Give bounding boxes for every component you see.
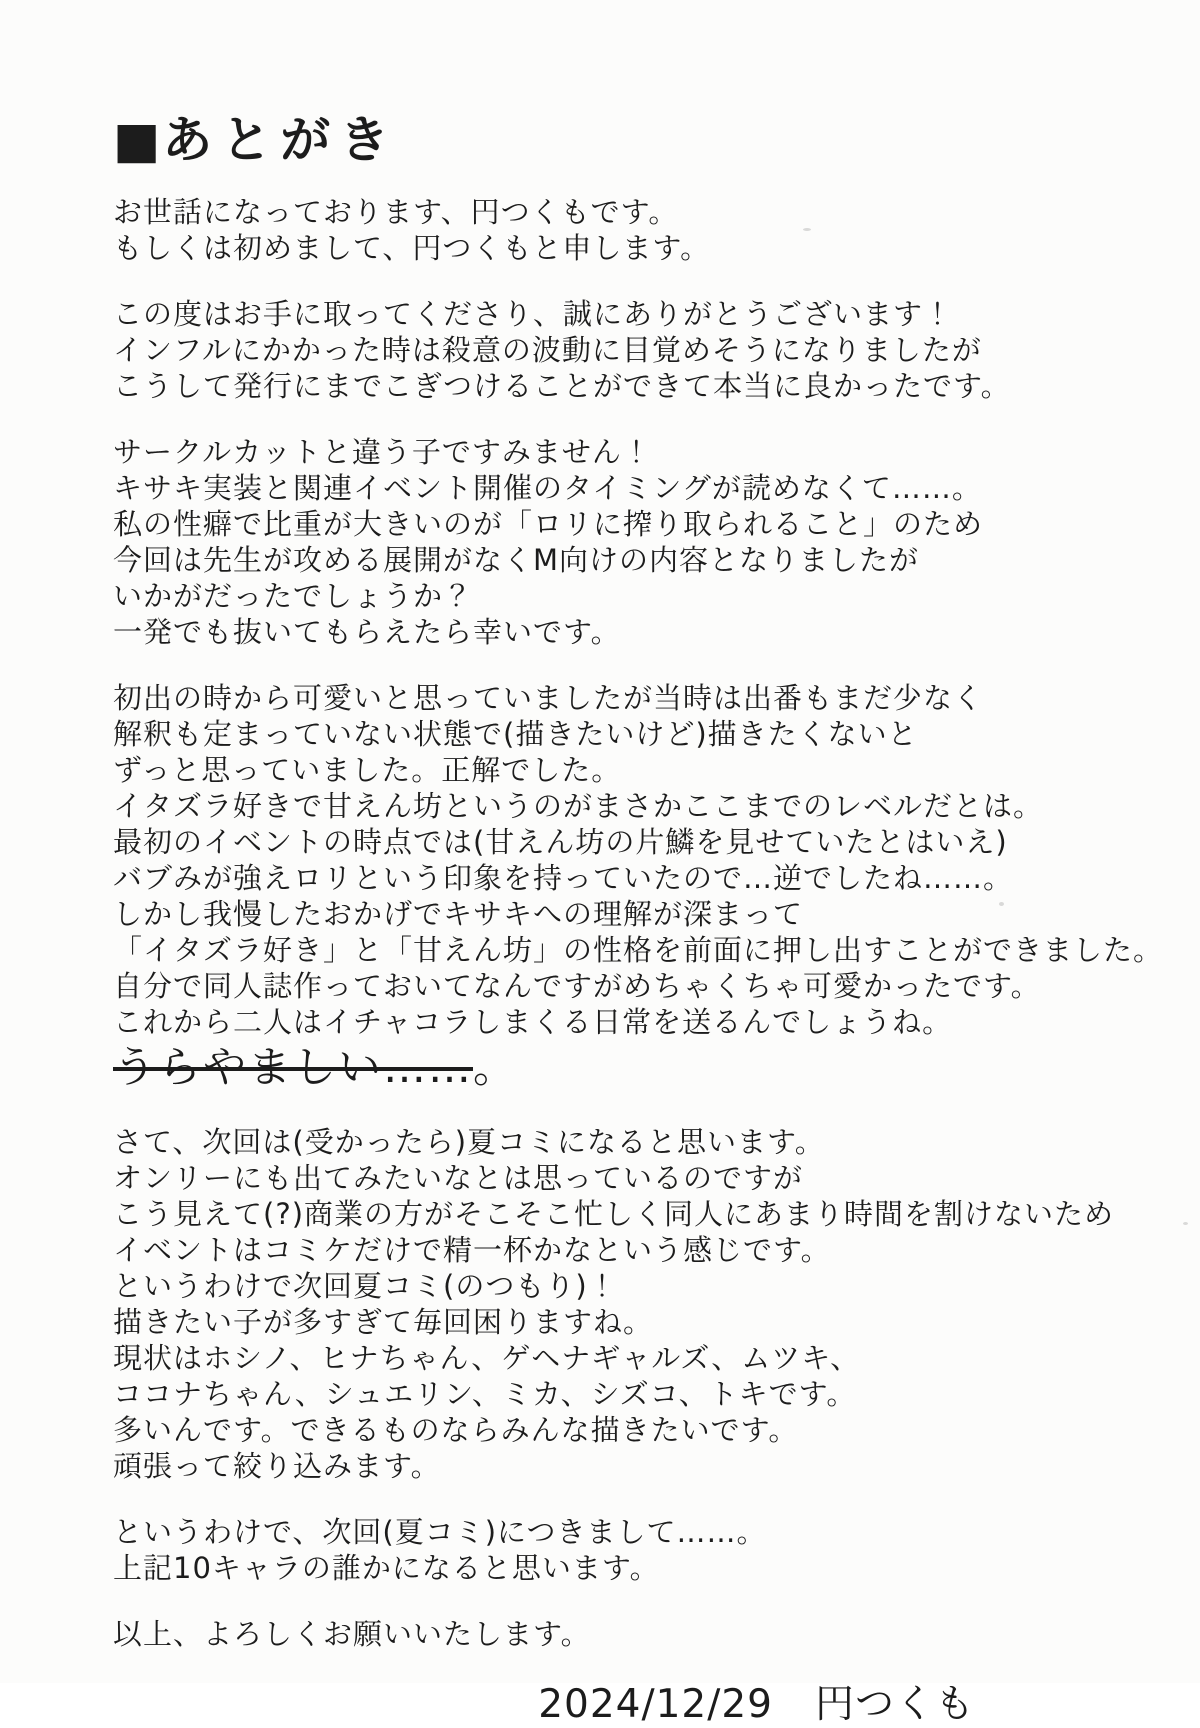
text-line: 多いんです。できるものならみんな描きたいです。 [113,1413,799,1447]
text-line: こうして発行にまでこぎつけることができて本当に良かったです。 [113,369,1011,403]
text-line: もしくは初めまして、円つくもと申します。 [113,231,711,265]
struck-text: うらやましい…… [113,1043,473,1093]
text-line: 上記10キャラの誰かになると思います。 [113,1551,660,1585]
text-line: イタズラ好きで甘えん坊というのがまさかここまでのレベルだとは。 [113,789,1044,823]
text-line: サークルカットと違う子ですみません！ [113,435,652,469]
paragraph-apology [113,434,1140,650]
text-line: バブみが強えロリという印象を持っていたので…逆でしたね……。 [113,861,1014,895]
text-line: 一発でも抜いてもらえたら幸いです。 [113,615,621,649]
signature-line [113,1682,1140,1728]
text-line: 現状はホシノ、ヒナちゃん、ゲヘナギャルズ、ムツキ、 [113,1341,861,1375]
paragraph-character-thoughts [113,680,1164,1094]
text-line: 描きたい子が多すぎて毎回困りますね。 [113,1305,654,1339]
text-line: ずっと思っていました。正解でした。 [113,753,622,787]
page-title [113,112,1140,168]
text-line: イベントはコミケだけで精一杯かなという感じです。 [113,1233,831,1267]
text-line: 解釈も定まっていない状態で(描きたいけど)描きたくないと [113,717,918,751]
paragraph-closing [113,1616,1140,1652]
text-line: こう見えて(?)商業の方がそこそこ忙しく同人にあまり時間を割けないため [113,1197,1115,1231]
page-title-text: あとがき [162,111,399,169]
text-line: いかがだったでしょうか？ [113,579,474,613]
struck-text-line [113,1042,1140,1094]
square-bullet-icon: ■ [113,111,161,169]
text-line: 「イタズラ好き」と「甘えん坊」の性格を前面に押し出すことができました。 [113,933,1164,967]
text-line: ココナちゃん、シュエリン、ミカ、シズコ、トキです。 [113,1377,857,1411]
text-line: というわけで、次回(夏コミ)につきまして……。 [113,1515,767,1549]
text-line: インフルにかかった時は殺意の波動に目覚めそうになりましたが [113,333,982,367]
text-line: しかし我慢したおかげでキサキへの理解が深まって [113,897,804,931]
text-line: キサキ実装と関連イベント開催のタイミングが読めなくて……。 [113,471,982,505]
text-line: 私の性癖で比重が大きいのが「ロリに搾り取られること」のため [113,507,984,541]
text-line: この度はお手に取ってくださり、誠にありがとうございます！ [113,297,954,331]
text-line: お世話になっております、円つくもです。 [113,195,679,229]
text-line: 今回は先生が攻める展開がなくM向けの内容となりましたが [113,543,920,577]
text-line: 以上、よろしくお願いいたします。 [113,1617,591,1651]
text-line: これから二人はイチャコラしまくる日常を送るんでしょうね。 [113,1005,953,1039]
paragraph-next-book [113,1514,1140,1586]
paragraph-greeting [113,194,1140,266]
strike-period: 。 [473,1043,518,1093]
text-line: 最初のイベントの時点では(甘えん坊の片鱗を見せていたとはいえ) [113,825,1008,859]
scan-artifact [1183,1222,1188,1225]
scan-artifact [803,228,811,231]
text-line: オンリーにも出てみたいなとは思っているのですが [113,1161,804,1195]
scan-artifact [999,902,1004,906]
text-line: 初出の時から可愛いと思っていましたが当時は出番もまだ少なく [113,681,984,715]
author-name: 円つくも [814,1682,975,1727]
text-line: 頑張って絞り込みます。 [113,1449,441,1483]
date: 2024/12/29 [538,1682,773,1727]
text-line: というわけで次回夏コミ(のつもり)！ [113,1269,618,1303]
text-line: 自分で同人誌作っておいてなんですがめちゃくちゃ可愛かったです。 [113,969,1041,1003]
paragraph-next-event-plans [113,1124,1140,1484]
text-line: さて、次回は(受かったら)夏コミになると思います。 [113,1125,825,1159]
paragraph-thanks [113,296,1140,404]
